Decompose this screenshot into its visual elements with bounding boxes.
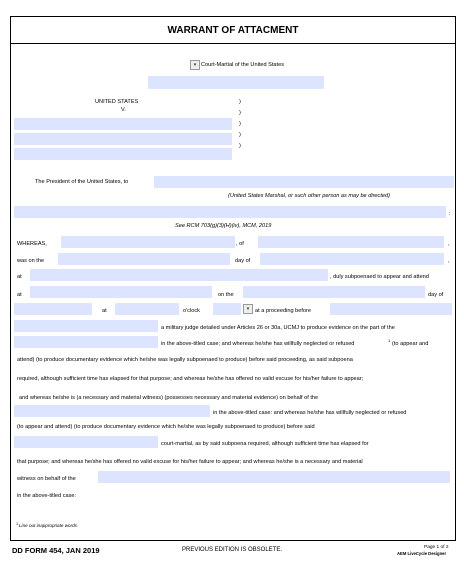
title-row <box>10 16 456 44</box>
accused-rank-field[interactable] <box>14 133 232 145</box>
at-label: at <box>102 308 107 314</box>
united-states-label: UNITED STATES <box>95 99 139 105</box>
that-purpose-text: that purpose; and whereas he/she has offered no valid excuse for his/her failure to appear; and whereas he/she is a necessary and material <box>17 459 363 465</box>
military-judge-text: a military judge detailed under Articles 26 or 30a, UCMJ to produce evidence on the part of the <box>161 325 395 331</box>
versus-label: V. <box>121 107 126 113</box>
at-proceeding-label: at a proceeding before <box>255 308 311 314</box>
duly-subpoenaed-label: , duly subpoenaed to appear and attend <box>330 274 429 280</box>
to-appear-text: (to appear and <box>392 341 429 347</box>
proceeding-type-field[interactable] <box>213 303 241 315</box>
judge-field[interactable] <box>14 320 158 332</box>
chevron-down-icon: ▾ <box>193 62 197 68</box>
chevron-down-icon: ▾ <box>246 306 250 312</box>
witness-name-field[interactable] <box>61 236 235 248</box>
proceeding-before-field[interactable] <box>330 303 452 315</box>
court-martial-as-text: court-martial, as by said subpoena required, although sufficient time has elapsed for <box>161 441 369 447</box>
subpoena-day-field[interactable] <box>58 253 230 265</box>
to-appear-text-2: (to appear and attend) (to produce documentary evidence which he/she was legally subpoenaed to produce) before said <box>17 424 315 430</box>
proceeding-dropdown[interactable] <box>243 304 253 314</box>
party-field-2[interactable] <box>14 405 210 417</box>
attend-time-field[interactable] <box>115 303 179 315</box>
witness-behalf-text: witness on behalf of the <box>17 476 76 482</box>
attend-text: attend) (to produce documentary evidence which he/she was legally subpoenaed to produce) before said proceeding, as said subpoena <box>17 357 353 363</box>
above-case-text: in the above-titled case: <box>17 493 77 499</box>
above-titled-text: in the above-titled case; and whereas he/she has willfully neglected or refused <box>161 341 355 347</box>
caption-paren: ) <box>239 132 241 138</box>
comma-label: , <box>448 241 450 247</box>
accused-name-field[interactable] <box>14 118 232 130</box>
form-number: DD FORM 454, JAN 2019 <box>12 546 100 555</box>
see-rcm-label: See RCM 703(g)(3)(H)(iv), MCM, 2019 <box>175 223 272 229</box>
marshal-field[interactable] <box>154 176 454 188</box>
footnote-mark: 1 <box>388 338 391 343</box>
marshal-address-field[interactable] <box>14 206 446 218</box>
form-title: WARRANT OF ATTACMENT <box>167 25 299 36</box>
was-on-the-label: was on the <box>17 258 45 264</box>
caption-paren: ) <box>239 121 241 127</box>
attend-location-field[interactable] <box>30 286 212 298</box>
witness-address-field[interactable] <box>258 236 444 248</box>
caption-paren: ) <box>239 99 241 105</box>
footnote-number: 1 <box>16 522 19 526</box>
required-text: required, although sufficient time has elapsed for that purpose; and whereas he/she has offered no valid excuse for his/her failure to appear; <box>17 376 364 382</box>
attend-day-field[interactable] <box>243 286 425 298</box>
court-martial-label: Court-Martial of the United States <box>201 62 285 68</box>
previous-edition-notice: PREVIOUS EDITION IS OBSOLETE. <box>182 547 283 553</box>
of-label: , of <box>236 241 244 247</box>
oclock-label: o'clock <box>183 308 200 314</box>
at-label: at <box>17 274 22 280</box>
accused-unit-field[interactable] <box>14 148 232 160</box>
president-label: The President of the United States, to <box>35 179 129 185</box>
marshal-note: (United States Marshal, or such other person as may be directed) <box>228 193 390 199</box>
whereas-label: WHEREAS, <box>17 241 47 247</box>
page-number: Page 1 of 2 <box>424 545 449 550</box>
day-of-label: day of <box>235 258 251 264</box>
subpoena-month-field[interactable] <box>260 253 444 265</box>
court-type-dropdown[interactable] <box>190 60 200 70</box>
comma-label: , <box>448 258 450 264</box>
court-martial-type-field[interactable] <box>14 436 158 448</box>
day-of-label: day of <box>428 292 444 298</box>
attend-month-field[interactable] <box>14 303 92 315</box>
party-field[interactable] <box>14 336 158 348</box>
on-the-label: on the <box>218 292 234 298</box>
and-whereas-text: and whereas he/she is (a necessary and material witness) (possesses necessary and material evidence) on behalf of the <box>19 395 319 401</box>
court-martial-field[interactable] <box>148 76 324 89</box>
footnote-text: Line out inappropriate words. <box>19 523 79 528</box>
caption-paren: ) <box>239 110 241 116</box>
caption-paren: ) <box>239 143 241 149</box>
colon-label: : <box>449 211 451 217</box>
designer-label: AEM LiveCycle Designer <box>397 551 447 556</box>
behalf-party-field[interactable] <box>98 471 450 483</box>
subpoena-location-field[interactable] <box>30 269 328 281</box>
above-titled-text-2: in the above-titled case: and whereas he/she has willfully neglected or refused <box>213 410 407 416</box>
at-label: at <box>17 292 22 298</box>
